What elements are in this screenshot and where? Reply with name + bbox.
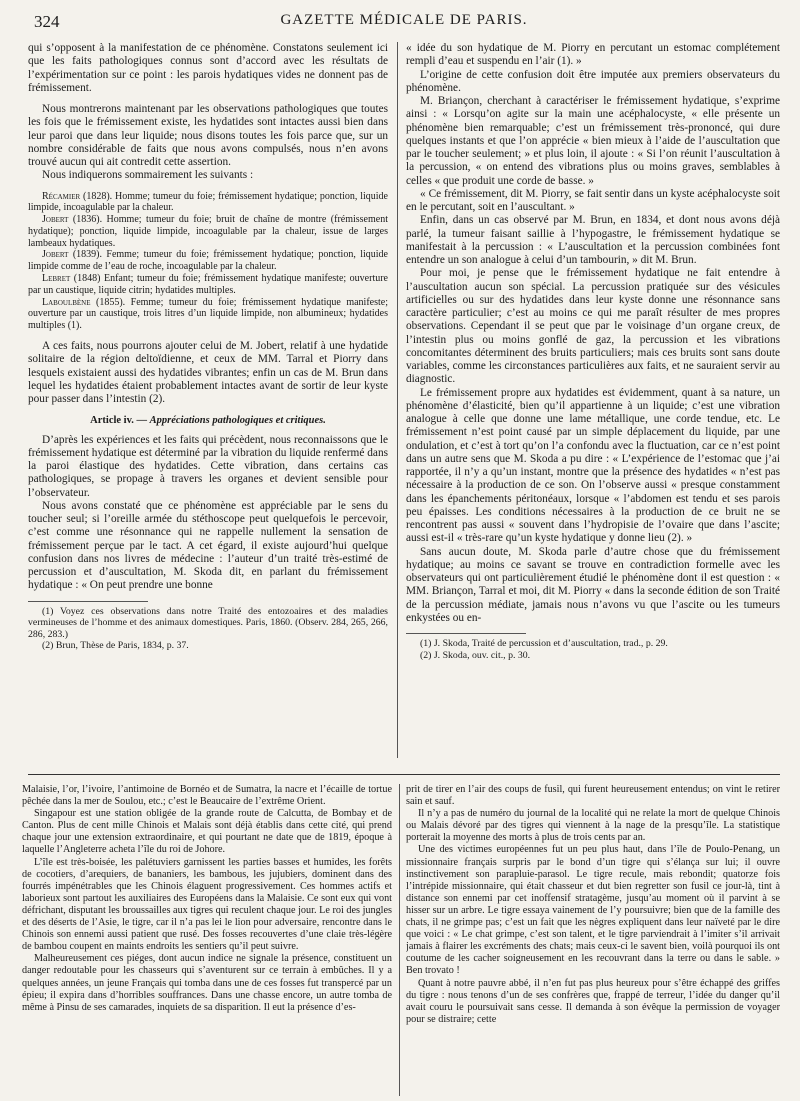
observation-author: Jobert xyxy=(42,249,69,261)
observation-author: Laboulbène xyxy=(42,296,91,308)
paragraph: Une des victimes européennes fut un peu plus haut, dans l’île de Poulo-Penang, un missionnaire français surpris par le bond d’un tigre qui s’élança sur lui; il ouvre instinctivement son parapluie-parasol. Le tigre recule, mais rebondit; quatorze fois l’intrépide missionnaire, qui était chasseur et dut bien regretter son fusil ce jour-là, tint à distance son ennemi par cet inoffensif stratagème, jusqu’au moment où il parvint à se hisser sur un arbre. Le tigre essaya vainement de l’y poursuivre; bien que de la famille des chats, il ne grimpe pas; c’est un fait que les nègres expliquent dans leur naïveté par le dire que voici : « Le chat grimpe, c’est son talent, et le tigre parviendrait à l’imiter s’il arrivait jamais à flairer les excréments des chats; mais ceux-ci le savent bien, voilà pourquoi ils ont coutume de les cacher soigneusement en les recouvrant dans la terre ou dans le sable. » Ben trovato ! xyxy=(406,844,780,977)
paragraph: Quant à notre pauvre abbé, il n’en fut pas plus heureux pour s’être échappé des griffes du tigre : nous tenons d’un de ses confrères que, frappé de terreur, l’idée du danger qu’il avait couru le poursuivait sans cesse. Il demanda à son évêque la permission de voyager pour se distraire; cette xyxy=(406,977,780,1025)
footnote-rule xyxy=(406,633,526,634)
article-title: Appréciations pathologiques et critiques. xyxy=(149,415,326,427)
footnote: (1) J. Skoda, Traité de percussion et d’auscultation, trad., p. 29. xyxy=(420,638,668,649)
observation-text: (1839). Femme; tumeur du foie; frémissement hydatique; ponction, liquide limpide comme de l’eau de roche, incoagulable par la chaleur. xyxy=(28,249,388,273)
observation-text: (1855). Femme; tumeur du foie; frémissement hydatique manifeste; ouverture par un caustique, trois litres d’un liquide limpide, non albumineux; hydatides multiples (1). xyxy=(28,296,388,332)
paragraph: « Ce frémissement, dit M. Piorry, se fait sentir dans un kyste acéphalocyste soit en le percutant, soit en l’auscultant. » xyxy=(406,187,780,213)
footnote-rule xyxy=(28,601,148,602)
paragraph: D’après les expériences et les faits qui précèdent, nous reconnaissons que le frémissement hydatique est déterminé par la vibration du liquide renfermé dans la paroi élastique des hydatides. Cette vibration, dans certains cas pathologiques, se propage à travers les organes et devient sensible pour l’observateur. xyxy=(28,433,388,499)
observation-text: (1836). Homme; tumeur du foie; bruit de chaîne de montre (frémissement hydatique); ponction, liquide limpide, incoagulable par la chaleur, issue de larges lambeaux hydatiques. xyxy=(28,214,388,249)
footnote: (2) Brun, Thèse de Paris, 1834, p. 37. xyxy=(42,640,189,652)
running-title: GAZETTE MÉDICALE DE PARIS. xyxy=(280,12,528,28)
observation-author: Jobert xyxy=(42,214,69,226)
paragraph: Le frémissement propre aux hydatides est évidemment, quant à sa nature, un phénomène d’élasticité, bien qu’il appartienne à un liquide; c’est une vibration analogue à celle que donne une lame métallique, une corde tendue, etc. Le frémissement n’est point causé par un simple déplacement du liquide, par une ondulation, et c’est à tort qu’on l’a confondu avec la fluctuation, car ce n’est point dans un autre sens que M. Skoda a pu dire : « L’expérience de l’estomac que j’ai rapportée, il n’y a qu’un instant, montre que la présence des hydatides « n’est pas nécessaire à la production de ce son. On l’observe aussi « presque constamment dans les épanchements péritonéaux, lorsque « l’abdomen est tendu et ses parois peu épaisses. Les conditions nécessaires à la production de ce bruit ne se rencontrent pas aussi « souvent dans l’hydropisie de l’ovaire que dans l’ascite; aussi est-il « très-rare qu’un kyste hydatique y donne lieu (2). » xyxy=(406,386,780,545)
column-rule xyxy=(397,42,398,758)
left-column xyxy=(28,42,388,758)
observation xyxy=(28,297,388,332)
paragraph: Pour moi, je pense que le frémissement hydatique ne fait entendre à l’auscultation aucun son spécial. La percussion pratiquée sur des vésicules artificielles ou sur des hydatides dans leur kyste donne une résonnance sans caractère particulier; c’est au moins ce qui me paraît résulter de mes propres observations. Cependant il se peut que par le voisinage d’un organe creux, de l’intestin plus ou moins gonflé de gaz, la percussion et les vibrations concomitantes déterminent des bruits particuliers; mais ces bruits sont sans doute variables, comme les circonstances particulières aux faits, et ne sauraient servir au diagnostic. xyxy=(406,267,780,386)
paragraph: Singapour est une station obligée de la grande route de Calcutta, de Bombay et de Canton. Plus de cent mille Chinois et Malais sont déjà établis dans cette cité, qui prend chaque jour une extension extraordinaire, et qui pourtant ne date que de 1819, époque à laquelle l’Angleterre acheta l’île du roi de Johore. xyxy=(22,808,392,856)
section-divider xyxy=(28,774,780,775)
paragraph: Nous indiquerons sommairement les suivants : xyxy=(42,169,254,182)
paragraph: M. Briançon, cherchant à caractériser le frémissement hydatique, s’exprime ainsi : « Lorsqu’on agite sur la main une acéphalocyste, « elle présente un phénomène bien remarquable; c’est un frémissement très-prononcé, qui dure quelques instants et que l’on apprécie « bien mieux à l’aide de l’auscultation que par le toucher seulement; » et plus loin, il ajoute : « Si l’on réunit l’auscultation à la percussion, « on entend des vibrations plus ou moins graves, semblables à celles « que produit une corde de basse. » xyxy=(406,95,780,187)
page-header xyxy=(28,10,780,40)
feuilleton-right-column xyxy=(406,784,780,1096)
paragraph: Malaisie, l’or, l’ivoire, l’antimoine de Bornéo et de Sumatra, la nacre et l’écaille de tortue pêchée dans la mer de Soulou, etc.; c’est le Beaucaire de l’extrême Orient. xyxy=(22,784,392,808)
footnote: (2) J. Skoda, ouv. cit., p. 30. xyxy=(420,649,531,661)
paragraph: Malheureusement ces piéges, dont aucun indice ne signale la présence, constituent un danger redoutable pour les chasseurs qui s’aventurent sur ce terrain à embûches. Il y a quelques années, un jeune Français qui tomba dans une de ces fosses fut transpercé par un épieu; il expira dans d’horribles souffrances. Dans une chasse encore, un autre tomba de même à Pinsu de ses camarades, inquiets de sa disparition. Il eut la présence d’es- xyxy=(22,953,392,1013)
footnote: (1) Voyez ces observations dans notre Traité des entozoaires et des maladies vermineuses de l’homme et des animaux domestiques. Paris, 1860. (Observ. 284, 265, 266, 286, 283.) xyxy=(28,605,388,640)
observation-author: Récamier xyxy=(42,190,81,202)
article-body xyxy=(28,42,780,758)
paragraph: prit de tirer en l’air des coups de fusil, qui furent heureusement entendus; on vint le retirer sain et sauf. xyxy=(406,784,780,808)
page-number: 324 xyxy=(34,12,60,31)
observation-author: Lebret xyxy=(42,273,71,285)
paragraph: L’origine de cette confusion doit être imputée aux premiers observateurs du phénomène. xyxy=(406,68,780,94)
paragraph: « idée du son hydatique de M. Piorry en percutant un estomac complétement rempli d’eau et suspendu en l’air (1). » xyxy=(406,42,780,68)
observation-text: (1828). Homme; tumeur du foie; frémissement hydatique; ponction, liquide limpide, incoagulable par la chaleur. xyxy=(28,190,388,214)
paragraph: Il n’y a pas de numéro du journal de la localité qui ne relate la mort de quelque Chinois ou Malais dévoré par des tigres qui viennent à la nage de la presqu’île. La statistique porterait la moyenne des morts à plus de trois cents par an. xyxy=(406,808,780,844)
observation xyxy=(28,249,388,273)
article-label: Article iv. — xyxy=(90,415,150,427)
article-heading xyxy=(28,414,388,427)
paragraph: qui s’opposent à la manifestation de ce phénomène. Constatons seulement ici que les faits pathologiques connus sont d’accord avec les résultats de l’expérimentation sur ce point : les parois hydatiques vides ne donnent pas de frémissement. xyxy=(28,42,388,94)
observation xyxy=(28,273,388,297)
paragraph: Nous montrerons maintenant par les observations pathologiques que toutes les fois que le frémissement existe, les hydatides sont intactes aussi bien dans leur paroi que dans leur liquide; nous disons toutes les fois parce que, sur un nombre considérable de faits que nous avons compulsés, nous n’en avons trouvé aucun qui ait contredit cette assertion. xyxy=(28,103,388,168)
column-rule xyxy=(399,784,400,1096)
paragraph: A ces faits, nous pourrons ajouter celui de M. Jobert, relatif à une hydatide solitaire de la région deltoïdienne, et ceux de MM. Tarral et Piorry dans lesquels existaient aussi des hydatides vibrantes; enfin un cas de M. Brun dans lequel les hydatides étaient probablement intactes avant de sortir de leur kyste pour passer dans l’intestin (2). xyxy=(28,340,388,406)
observation-text: (1848) Enfant; tumeur du foie; frémissement hydatique manifeste; ouverture par un caustique, liquide citrin; hydatides multiples. xyxy=(28,273,388,296)
paragraph: L’île est très-boisée, les palétuviers garnissent les parties basses et humides, les forêts de cocotiers, d’arequiers, de bananiers, les bambous, les jujubiers, dominent dans des fourrés impénétrables que les Chinois élaguent progressivement. Ces hommes actifs et laborieux sont partout les auxiliaires des Européens dans la Malaisie. Ce sont eux qui vont défrichant, disputant les broussailles aux tigres qui reculent chaque jour. Le roi des jungles et des déserts de l’Asie, le tigre, car il n’a pas lei le lion pour adversaire, rencontre dans le Chinois son ennemi aussi patient que rusé. Des fosses recouvertes d’une claie très-légère de bambou coupent en maints endroits les sentiers qu’il peut suivre. xyxy=(22,856,392,953)
observation xyxy=(28,214,388,249)
feuilleton-left-column xyxy=(22,784,392,1096)
paragraph: Nous avons constaté que ce phénomène est appréciable par le sens du toucher seul; si l’oreille armée du stéthoscope peut quelquefois le percevoir, c’est comme une résonnance qui ne rappelle nullement la sensation de frémissement perçue par le tact. A cet égard, il existe aujourd’hui quelque confusion dans nos livres de médecine : l’auteur d’un traité très-estimé de percussion et d’auscultation, M. Skoda dit, en parlant du frémissement hydatique : « On peut prendre une bonne xyxy=(28,499,388,592)
paragraph: Enfin, dans un cas observé par M. Brun, en 1834, et dont nous avons déjà parlé, la tumeur faisant saillie à l’hypogastre, le frémissement hydatique se manifestait à la percussion : « L’auscultation et la percussion combinées font entendre un son analogue à celui d’un tambourin, » dit M. Brun. xyxy=(406,214,780,266)
right-column xyxy=(406,42,780,758)
observation xyxy=(28,191,388,215)
feuilleton xyxy=(22,784,780,1096)
paragraph: Sans aucun doute, M. Skoda parle d’autre chose que du frémissement hydatique; au moins ce savant se trouve en contradiction formelle avec les observateurs qui ont particulièrement étudié le phénomène dont il est question : « MM. Briançon, Tarral et moi, dit M. Piorry « dans la seconde édition de son Traité de la percussion médiate, jamais nous n’avons vu que l’ascite ou les tumeurs enkystées ou en- xyxy=(406,545,780,624)
